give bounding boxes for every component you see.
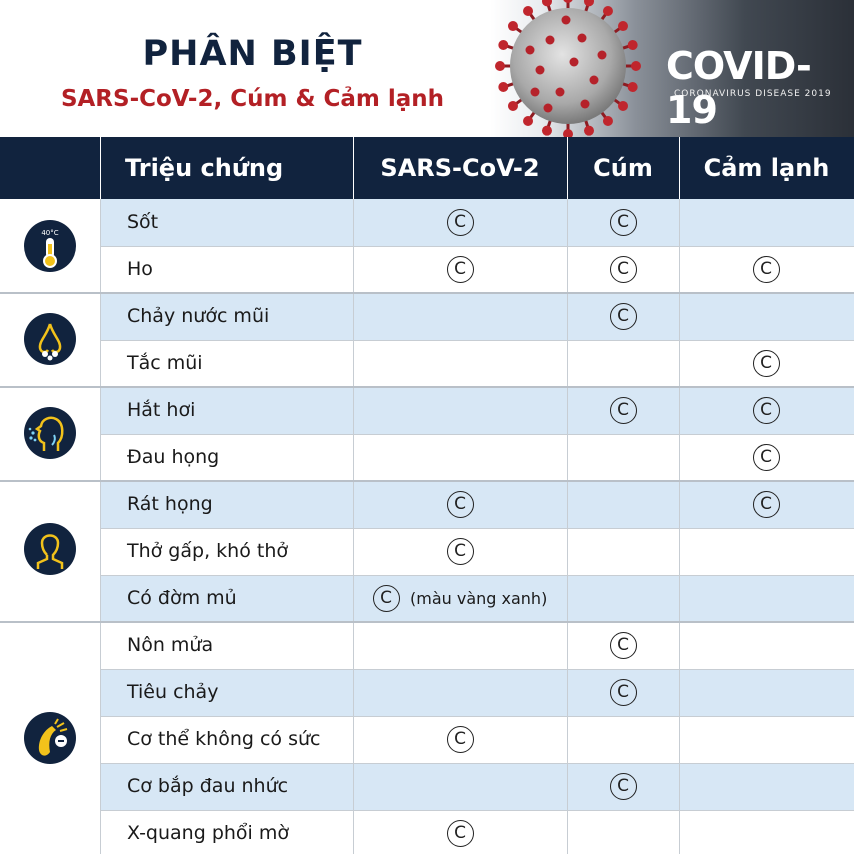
- symptom-label: Cơ thể không có sức: [127, 728, 321, 750]
- row-divider: [101, 528, 854, 529]
- table-row: [101, 199, 854, 246]
- check-mark-cold: C: [753, 350, 780, 377]
- header-divider: [353, 137, 354, 199]
- table-row: [101, 434, 854, 481]
- group-divider: [0, 480, 854, 482]
- symptom-label: Sốt: [127, 211, 159, 233]
- row-divider: [101, 340, 854, 341]
- symptom-label: Có đờm mủ: [127, 587, 237, 609]
- thermometer-label: 40°C: [41, 229, 59, 237]
- check-mark-sars: C: [447, 538, 474, 565]
- table-row: [101, 716, 854, 763]
- row-divider: [101, 434, 854, 435]
- throat-icon: [24, 523, 76, 575]
- table-row: [101, 810, 854, 857]
- table-row: [101, 763, 854, 810]
- check-mark-cold: C: [753, 397, 780, 424]
- header-divider: [100, 137, 101, 199]
- table-row: [101, 387, 854, 434]
- table-row: [101, 669, 854, 716]
- group-divider: [0, 292, 854, 294]
- thermometer-icon: [24, 220, 76, 272]
- symptom-label: Tắc mũi: [127, 352, 203, 374]
- check-mark-flu: C: [610, 256, 637, 283]
- check-mark-cold: C: [753, 444, 780, 471]
- table-header: [0, 137, 854, 199]
- row-divider: [101, 575, 854, 576]
- table-row: [101, 246, 854, 293]
- column-header-cold: Cảm lạnh: [703, 154, 830, 182]
- symptom-label: Hắt hơi: [127, 399, 196, 421]
- symptom-label: Rát họng: [127, 493, 213, 515]
- table-row: [101, 293, 854, 340]
- table-row: [101, 481, 854, 528]
- row-divider: [101, 669, 854, 670]
- covid-banner-subtitle: CORONAVIRUS DISEASE 2019: [674, 89, 832, 99]
- check-mark-flu: C: [610, 397, 637, 424]
- check-mark-cold: C: [753, 256, 780, 283]
- check-mark-flu: C: [610, 209, 637, 236]
- symptom-label: Nôn mửa: [127, 634, 214, 656]
- header: [0, 0, 854, 137]
- column-header-symptom: Triệu chứng: [125, 154, 284, 182]
- check-mark-flu: C: [610, 632, 637, 659]
- stomach-icon: [24, 712, 76, 764]
- row-divider: [101, 763, 854, 764]
- symptom-label: X-quang phổi mờ: [127, 822, 289, 844]
- symptom-label: Thở gấp, khó thở: [127, 540, 288, 562]
- table-row: [101, 340, 854, 387]
- check-mark-flu: C: [610, 679, 637, 706]
- nose-icon: [24, 313, 76, 365]
- header-divider: [679, 137, 680, 199]
- symptom-label: Cơ bắp đau nhức: [127, 775, 289, 797]
- check-mark-sars: C: [447, 820, 474, 847]
- page-subtitle: SARS-CoV-2, Cúm & Cảm lạnh: [60, 86, 445, 112]
- column-divider: [100, 199, 101, 854]
- row-divider: [101, 716, 854, 717]
- check-mark-sars: C: [373, 585, 400, 612]
- check-mark-sars: C: [447, 726, 474, 753]
- symptom-label: Ho: [127, 258, 153, 280]
- group-divider: [0, 621, 854, 623]
- check-mark-cold: C: [753, 491, 780, 518]
- symptom-label: Đau họng: [127, 446, 220, 468]
- sars-note: (màu vàng xanh): [410, 589, 548, 608]
- table-row: [101, 528, 854, 575]
- symptom-label: Tiêu chảy: [127, 681, 219, 703]
- table-row: [101, 622, 854, 669]
- check-mark-sars: C: [447, 256, 474, 283]
- check-mark-sars: C: [447, 491, 474, 518]
- column-divider: [679, 199, 680, 854]
- covid-banner-title: COVID-19: [666, 44, 811, 132]
- column-divider: [353, 199, 354, 854]
- page-title: PHÂN BIỆT: [142, 34, 363, 74]
- covid-banner: [490, 0, 854, 137]
- sneeze-face-icon: [24, 407, 76, 459]
- check-mark-flu: C: [610, 303, 637, 330]
- check-mark-sars: C: [447, 209, 474, 236]
- column-header-flu: Cúm: [593, 154, 653, 182]
- column-divider: [567, 199, 568, 854]
- header-divider: [567, 137, 568, 199]
- row-divider: [101, 246, 854, 247]
- column-header-sars: SARS-CoV-2: [380, 154, 540, 182]
- symptom-label: Chảy nước mũi: [127, 305, 270, 327]
- table-row: [101, 575, 854, 622]
- group-divider: [0, 386, 854, 388]
- check-mark-flu: C: [610, 773, 637, 800]
- row-divider: [101, 810, 854, 811]
